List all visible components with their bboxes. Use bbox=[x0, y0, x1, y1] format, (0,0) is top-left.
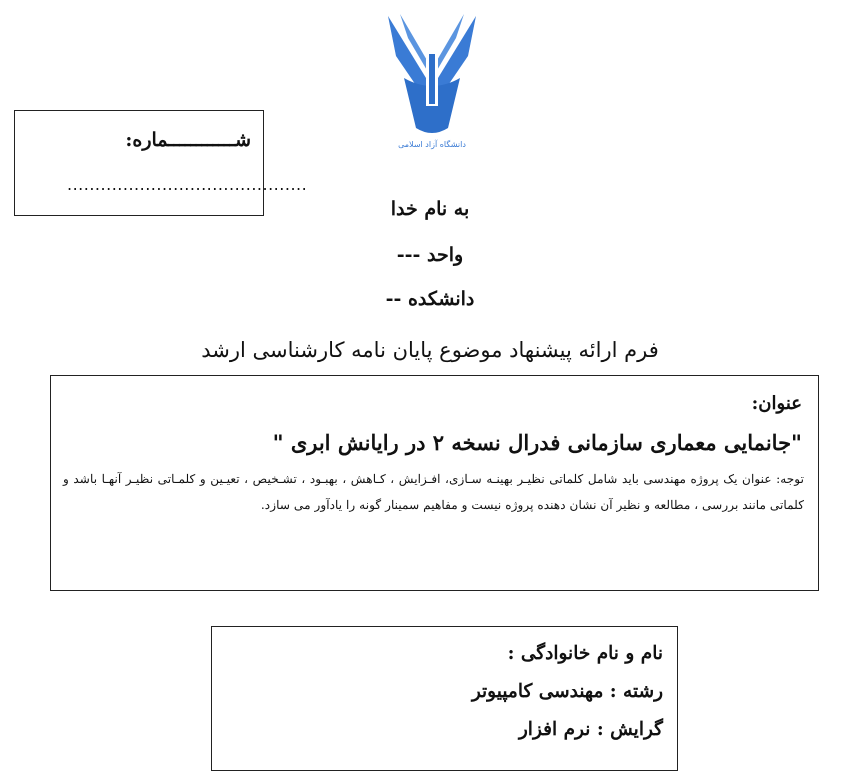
topic-label: عنوان: bbox=[751, 393, 802, 414]
student-info-box bbox=[211, 626, 678, 771]
topic-title: "جانمایی معماری سازمانی فدرال نسخه ۲ در رایانش ابری " bbox=[272, 430, 802, 455]
basmala: به نام خدا bbox=[390, 198, 470, 220]
number-label: شــــــــــــماره: bbox=[125, 129, 251, 151]
student-name-label: نام و نام خانوادگی : bbox=[507, 643, 663, 664]
topic-note: توجه: عنوان یک پروژه مهندسی باید شامل کلماتی نظیـر بهینـه سـازی، افـزایش ، کـاهش ، بهبـود ، تشـخیص ، تعیـین و کلمـاتی نظیـر آنهـا باشد و کلماتی مانند بررسی ، مطالعه و نظیر آن نشان دهنده پروژه نیست و مفاهیم سمینار گونه را یادآور می سازد. bbox=[63, 472, 804, 512]
student-major: رشته : مهندسی کامپیوتر bbox=[471, 681, 663, 702]
topic-box bbox=[50, 375, 819, 591]
faculty-line: دانشکده -- bbox=[385, 288, 475, 310]
logo-caption: دانشگاه آزاد اسلامی bbox=[398, 140, 466, 149]
number-field[interactable]: ........................................... bbox=[67, 175, 308, 194]
university-logo bbox=[386, 8, 478, 168]
form-title: فرم ارائه پیشنهاد موضوع پایان نامه کارشناسی ارشد bbox=[201, 338, 659, 362]
student-specialization: گرایش : نرم افزار bbox=[518, 719, 663, 740]
unit-line: واحد --- bbox=[396, 244, 464, 266]
